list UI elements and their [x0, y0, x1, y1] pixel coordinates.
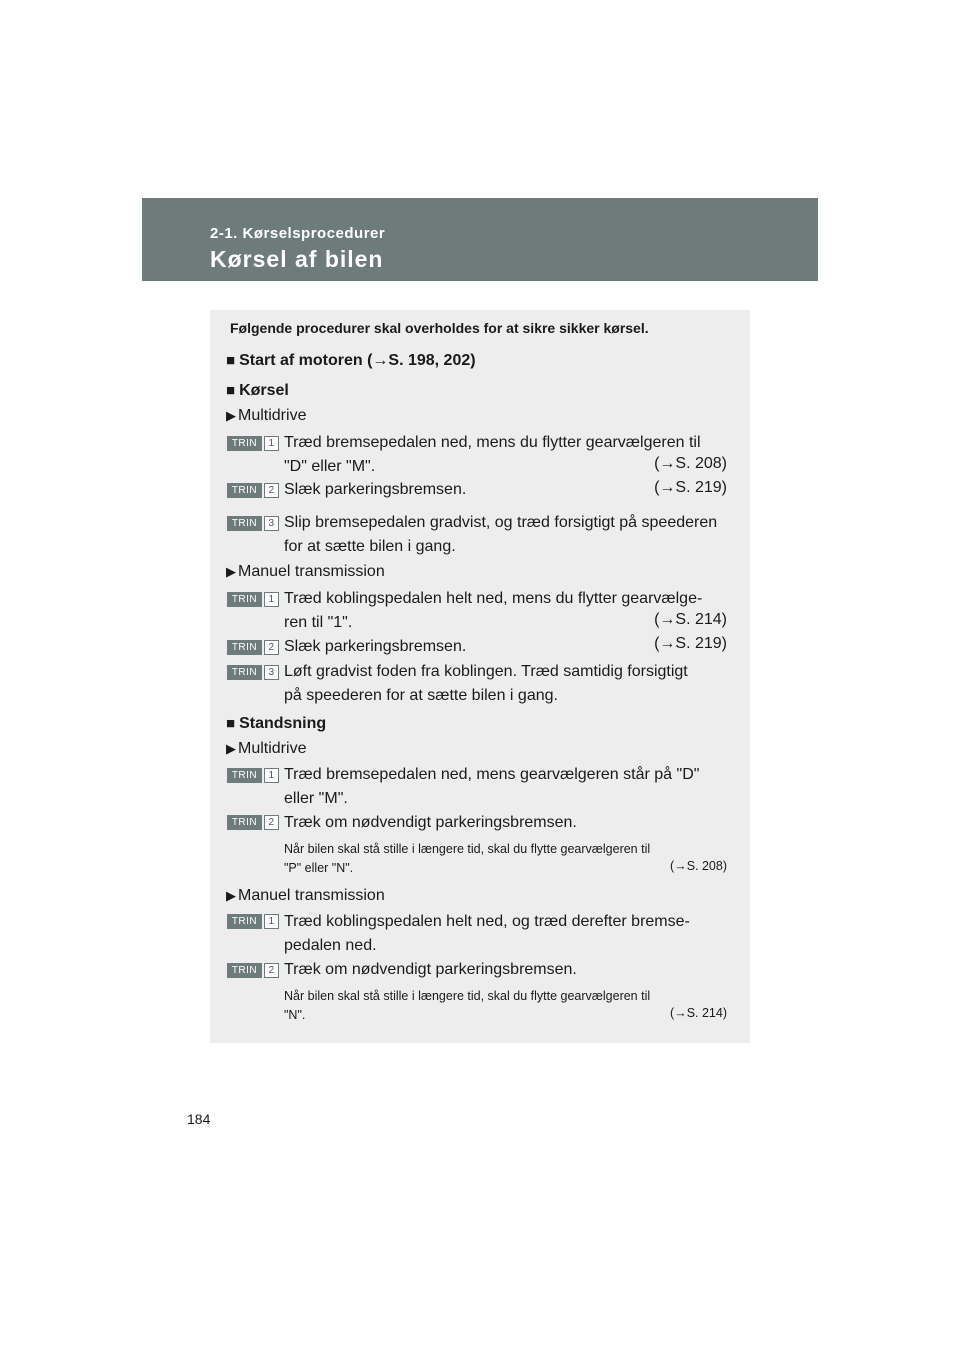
right-triangle-icon: ▶: [226, 408, 236, 423]
step-text: Træd koblingspedalen helt ned, mens du flytter gearvælge- ren til "1".: [284, 590, 703, 631]
step-text: Træk om nødvendigt parkeringsbremsen.: [284, 814, 577, 831]
subheading-manual: ▶ Manuel transmission: [226, 887, 385, 904]
step-tag: TRIN 1: [227, 592, 279, 607]
heading-stopping: ■ Standsning: [226, 715, 327, 732]
section-label: 2-1. Kørselsprocedurer: [210, 225, 386, 242]
step-text: Slæk parkeringsbremsen.: [284, 481, 467, 498]
intro-text: Følgende procedurer skal overholdes for at sikre sikker kørsel.: [230, 320, 649, 336]
black-square-icon: ■: [226, 352, 236, 369]
subheading-manual: ▶ Manuel transmission: [226, 563, 385, 580]
page-reference: (→S. 219): [654, 479, 727, 496]
right-triangle-icon: ▶: [226, 888, 236, 903]
right-triangle-icon: ▶: [226, 564, 236, 579]
chapter-header: [142, 198, 818, 281]
step-text: Slip bremsepedalen gradvist, og træd forsigtigt på speederen for at sætte bilen i gang.: [284, 514, 718, 555]
step-tag: TRIN 1: [227, 768, 279, 783]
step-text: Slæk parkeringsbremsen.: [284, 638, 467, 655]
note-text: Når bilen skal stå stille i længere tid, skal du flytte gearvælgeren til "P" eller "N".: [284, 842, 651, 875]
step-text: Træd koblingspedalen helt ned, og træd derefter bremse- pedalen ned.: [284, 913, 690, 954]
heading-driving: ■ Kørsel: [226, 382, 289, 399]
page-reference: (→S. 208): [654, 455, 727, 472]
step-text: Træd bremsepedalen ned, mens du flytter gearvælgeren til "D" eller "M".: [284, 434, 701, 475]
step-tag: TRIN 1: [227, 914, 279, 929]
black-square-icon: ■: [226, 382, 236, 399]
heading-start-engine: ■ Start af motoren (→S. 198, 202): [226, 352, 476, 369]
page-title: Kørsel af bilen: [210, 246, 384, 272]
step-text: Løft gradvist foden fra koblingen. Træd samtidig forsigtigt på speederen for at sætte bilen i gang.: [284, 663, 688, 704]
step-tag: TRIN 2: [227, 483, 279, 498]
page-number: 184: [187, 1111, 211, 1127]
page-reference: (→S. 214): [654, 611, 727, 628]
page-reference: (→S. 208): [670, 859, 727, 873]
step-tag: TRIN 1: [227, 436, 279, 451]
subheading-multidrive: ▶ Multidrive: [226, 740, 307, 757]
note-text: Når bilen skal stå stille i længere tid, skal du flytte gearvælgeren til "N".: [284, 989, 651, 1022]
step-tag: TRIN 3: [227, 665, 279, 680]
step-text: Træd bremsepedalen ned, mens gearvælgeren står på "D" eller "M".: [284, 766, 700, 807]
step-tag: TRIN 2: [227, 640, 279, 655]
step-text: Træk om nødvendigt parkeringsbremsen.: [284, 961, 577, 978]
content-box: [210, 310, 750, 1043]
right-triangle-icon: ▶: [226, 741, 236, 756]
page-reference: (→S. 214): [670, 1006, 727, 1020]
step-tag: TRIN 3: [227, 516, 279, 531]
black-square-icon: ■: [226, 715, 236, 732]
step-tag: TRIN 2: [227, 815, 279, 830]
subheading-multidrive: ▶ Multidrive: [226, 407, 307, 424]
step-tag: TRIN 2: [227, 963, 279, 978]
page-reference: (→S. 219): [654, 635, 727, 652]
